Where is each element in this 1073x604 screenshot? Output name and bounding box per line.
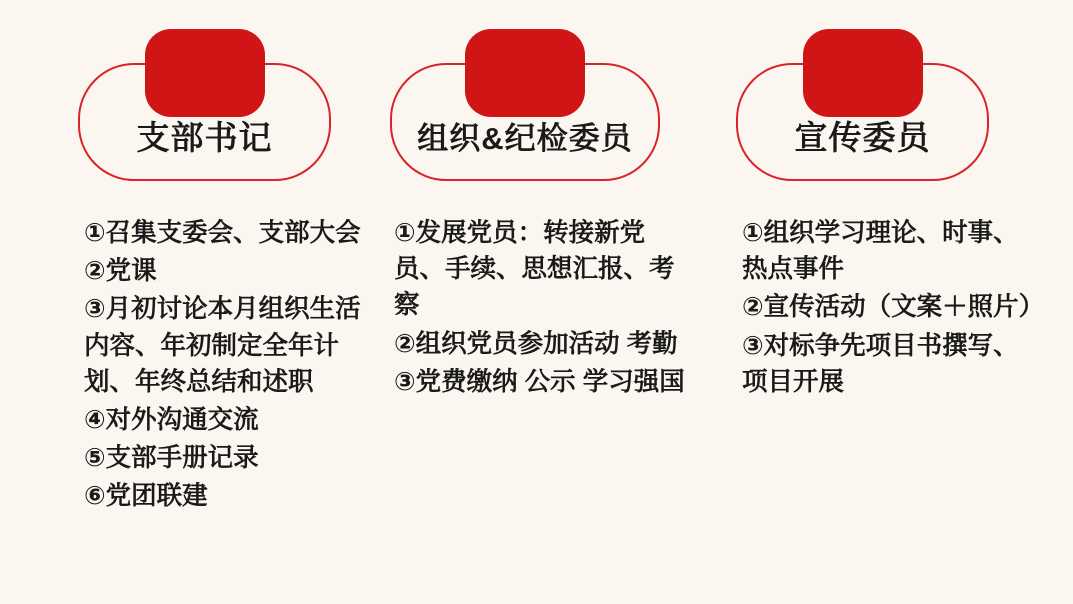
role-title: 组织&纪检委员 bbox=[417, 120, 633, 156]
list-item: ③月初讨论本月组织生活内容、年初制定全年计划、年终总结和述职 bbox=[84, 295, 361, 396]
list-item: ③党费缴纳 公示 学习强国 bbox=[394, 367, 685, 396]
list-item: ⑤支部手册记录 bbox=[84, 444, 259, 473]
role-badge-organization-discipline bbox=[390, 63, 660, 181]
role-title: 宣传委员 bbox=[794, 118, 931, 156]
list-item: ①组织学习理论、时事、热点事件 bbox=[742, 219, 1019, 284]
list-item: ①召集支委会、支部大会 bbox=[84, 219, 361, 247]
role-column-organization-discipline bbox=[372, 0, 712, 402]
list-item: ②党课 bbox=[84, 257, 157, 286]
list-item: ②宣传活动（文案＋照片） bbox=[742, 293, 1045, 322]
list-item: ④对外沟通交流 bbox=[84, 406, 259, 435]
duty-list-publicity bbox=[742, 215, 1045, 400]
role-title: 支部书记 bbox=[136, 118, 273, 156]
badge-cap-icon bbox=[145, 29, 265, 117]
list-item: ②组织党员参加活动 考勤 bbox=[394, 329, 678, 358]
list-item: ①发展党员：转接新党员、手续、思想汇报、考察 bbox=[394, 219, 675, 320]
list-item: ⑥党团联建 bbox=[84, 482, 208, 511]
duty-list-organization-discipline bbox=[394, 215, 694, 400]
role-column-publicity bbox=[712, 0, 1073, 402]
role-badge-branch-secretary bbox=[78, 63, 331, 181]
role-badge-publicity bbox=[736, 63, 989, 181]
badge-cap-icon bbox=[465, 29, 585, 117]
role-column-branch-secretary bbox=[0, 0, 372, 517]
duty-list-branch-secretary bbox=[84, 215, 374, 515]
badge-cap-icon bbox=[803, 29, 923, 117]
list-item: ③对标争先项目书撰写、项目开展 bbox=[742, 331, 1019, 396]
